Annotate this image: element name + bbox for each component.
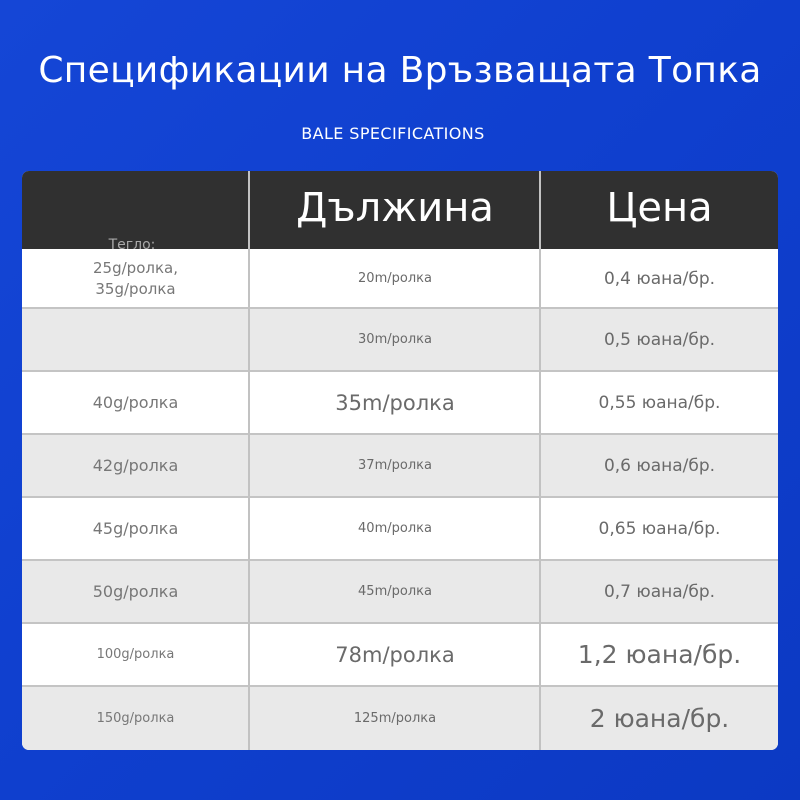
- length-cell: 30m/ролка: [358, 332, 432, 347]
- length-cell: 37m/ролка: [358, 458, 432, 473]
- weight-cell: 25g/ролка, 35g/ролка: [93, 258, 178, 298]
- column-divider: [539, 171, 541, 750]
- price-cell: 0,55 юана/бр.: [598, 392, 721, 413]
- weight-cell: 45g/ролка: [92, 519, 179, 538]
- row-divider: [22, 307, 778, 309]
- price-cell: 0,5 юана/бр.: [603, 329, 716, 350]
- table-row: [22, 308, 778, 371]
- length-cell: 35m/ролка: [335, 390, 455, 415]
- spec-table: [22, 171, 778, 750]
- row-divider: [22, 496, 778, 498]
- header-length-column: Дължина: [296, 185, 494, 231]
- table-row: [22, 560, 778, 623]
- weight-label: Тегло:: [108, 237, 156, 253]
- header-price-column: Цена: [606, 185, 713, 231]
- length-cell: 45m/ролка: [358, 584, 432, 599]
- page-title: Спецификации на Връзващата Топка: [38, 50, 762, 91]
- price-cell: 0,6 юана/бр.: [603, 455, 716, 476]
- table-row: [22, 237, 778, 308]
- price-cell: 0,4 юана/бр.: [603, 268, 716, 289]
- row-divider: [22, 685, 778, 687]
- table-row: [22, 371, 778, 434]
- length-cell: 20m/ролка: [358, 271, 432, 286]
- length-cell: 40m/ролка: [358, 521, 432, 536]
- page-subtitle: BALE SPECIFICATIONS: [301, 124, 485, 143]
- weight-cell: 150g/ролка: [96, 710, 175, 726]
- table-row: [22, 623, 778, 686]
- weight-cell: 50g/ролка: [92, 582, 179, 601]
- length-cell: 78m/ролка: [335, 642, 455, 667]
- weight-cell: 40g/ролка: [92, 393, 179, 412]
- row-divider: [22, 433, 778, 435]
- weight-cell: 42g/ролка: [92, 456, 179, 475]
- row-divider: [22, 622, 778, 624]
- length-cell: 125m/ролка: [353, 710, 437, 726]
- table-row: [22, 686, 778, 750]
- column-divider: [248, 171, 250, 750]
- price-cell: 2 юана/бр.: [589, 703, 730, 733]
- weight-cell: [22, 308, 249, 371]
- row-divider: [22, 559, 778, 561]
- row-divider: [22, 370, 778, 372]
- price-cell: 0,7 юана/бр.: [603, 581, 716, 602]
- price-cell: 1,2 юана/бр.: [577, 640, 742, 669]
- weight-cell: 100g/ролка: [96, 647, 175, 662]
- price-cell: 0,65 юана/бр.: [598, 518, 721, 539]
- table-row: [22, 434, 778, 497]
- table-row: [22, 497, 778, 560]
